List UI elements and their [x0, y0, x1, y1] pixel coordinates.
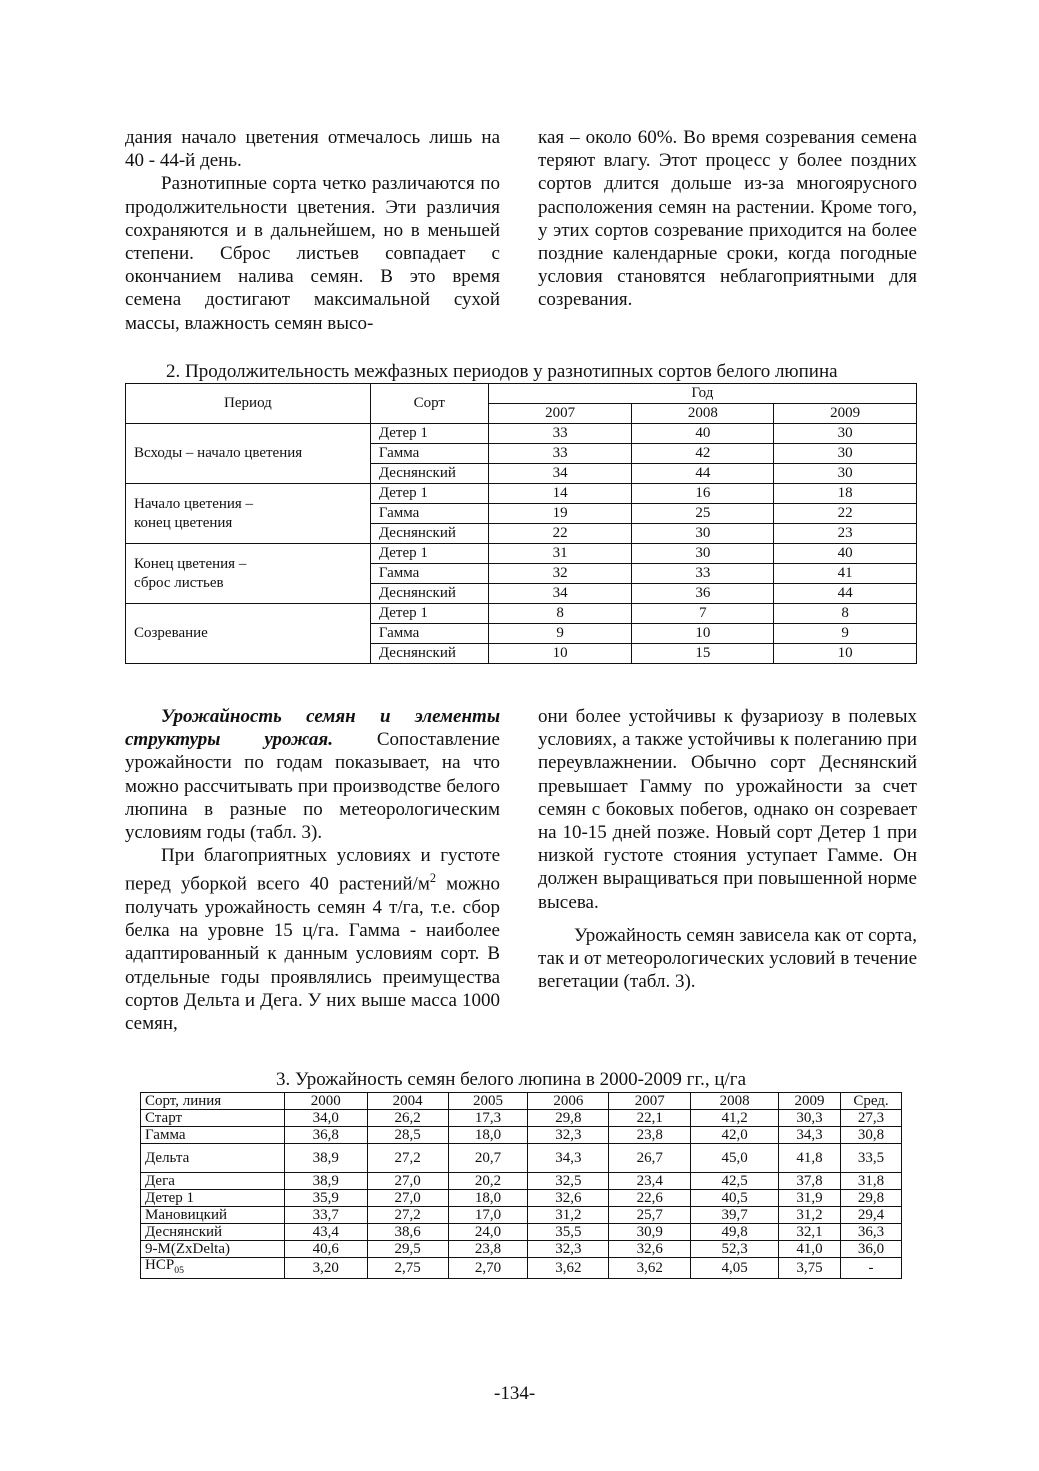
variety-cell: Мановицкий	[141, 1207, 285, 1224]
value-cell: 27,0	[367, 1190, 448, 1207]
paragraph	[125, 844, 500, 1035]
value-cell: 3,62	[609, 1258, 691, 1279]
text-column-right-bottom	[538, 705, 917, 993]
page-number: -134-	[494, 1383, 536, 1404]
variety-cell: Старт	[141, 1110, 285, 1127]
value-cell: 32,1	[779, 1224, 841, 1241]
value-cell: 33,7	[284, 1207, 367, 1224]
value-cell: 44	[774, 584, 917, 604]
value-cell: 41,8	[779, 1144, 841, 1173]
value-cell: 9	[488, 624, 632, 644]
value-cell: 33	[488, 424, 632, 444]
table-row	[141, 1207, 902, 1224]
value-cell: 4,05	[691, 1258, 779, 1279]
value-cell: 38,9	[284, 1144, 367, 1173]
value-cell: 16	[632, 484, 774, 504]
value-cell: 24,0	[448, 1224, 528, 1241]
value-cell: 44	[632, 464, 774, 484]
table-row	[141, 1110, 902, 1127]
value-cell: 38,6	[367, 1224, 448, 1241]
value-cell: 30	[632, 544, 774, 564]
value-cell: 23,8	[448, 1241, 528, 1258]
value-cell: 27,0	[367, 1173, 448, 1190]
value-cell: 32,6	[528, 1190, 609, 1207]
value-cell: 42,5	[691, 1173, 779, 1190]
value-cell: 20,2	[448, 1173, 528, 1190]
value-cell: 2,75	[367, 1258, 448, 1279]
superscript: 2	[429, 871, 437, 886]
table2-caption: 2. Продолжительность межфазных периодов у разнотипных сортов белого люпина	[166, 361, 838, 382]
value-cell: 28,5	[367, 1127, 448, 1144]
variety-cell: Гамма	[370, 624, 488, 644]
variety-cell: Деснянский	[370, 524, 488, 544]
variety-cell: Детер 1	[370, 484, 488, 504]
value-cell: 30,8	[841, 1127, 902, 1144]
value-cell: 36,0	[841, 1241, 902, 1258]
period-cell: Всходы – начало цветения	[126, 424, 371, 484]
table-row	[141, 1224, 902, 1241]
value-cell: 37,8	[779, 1173, 841, 1190]
value-cell: 34	[488, 584, 632, 604]
value-cell: 19	[488, 504, 632, 524]
value-cell: 35,9	[284, 1190, 367, 1207]
table-row	[126, 484, 917, 504]
paragraph: Урожайность семян зависела как от сорта, так и от метеорологических условий в течение вегетации (табл. 3).	[538, 924, 917, 993]
header-cell: 2009	[779, 1093, 841, 1110]
value-cell: 27,2	[367, 1207, 448, 1224]
value-cell: 30,3	[779, 1110, 841, 1127]
value-cell: 40	[632, 424, 774, 444]
value-cell: 22	[488, 524, 632, 544]
value-cell: 31	[488, 544, 632, 564]
value-cell: 9	[774, 624, 917, 644]
value-cell: 32,3	[528, 1241, 609, 1258]
value-cell: 30	[774, 464, 917, 484]
value-cell: 3,62	[528, 1258, 609, 1279]
hcp-label: НСР	[145, 1257, 175, 1273]
value-cell: 49,8	[691, 1224, 779, 1241]
value-cell: 23,4	[609, 1173, 691, 1190]
variety-cell: 9-М(ZxDelta)	[141, 1241, 285, 1258]
value-cell: 34,3	[779, 1127, 841, 1144]
variety-cell: Гамма	[370, 564, 488, 584]
value-cell: 3,20	[284, 1258, 367, 1279]
value-cell: 31,2	[779, 1207, 841, 1224]
table-row	[141, 1144, 902, 1173]
value-cell: 39,7	[691, 1207, 779, 1224]
value-cell: 52,3	[691, 1241, 779, 1258]
variety-cell: Деснянский	[141, 1224, 285, 1241]
table3-header-row	[141, 1093, 902, 1110]
value-cell: 29,8	[841, 1190, 902, 1207]
value-cell: 40	[774, 544, 917, 564]
value-cell: 29,8	[528, 1110, 609, 1127]
section-heading: Урожайность семян и элементы структуры урожая.	[125, 706, 500, 751]
paragraph-text: Сопоставление урожайности по годам показывает, на что можно рассчитывать при производстве белого люпина в разные по метеорологическим условиям годы (табл. 3).	[125, 729, 500, 844]
variety-cell: Дельта	[141, 1144, 285, 1173]
value-cell: 30	[774, 444, 917, 464]
variety-cell: Деснянский	[370, 644, 488, 664]
value-cell: 2,70	[448, 1258, 528, 1279]
value-cell: 3,75	[779, 1258, 841, 1279]
variety-cell: Детер 1	[370, 544, 488, 564]
header-period: Период	[126, 384, 371, 424]
paragraph: они более устойчивы к фузариозу в полевых условиях, а также устойчивы к полеганию при переувлажнении. Обычно сорт Деснянский превышает Гамму по урожайности за счет семян с боковых побегов, однако он созревает на 10-15 дней позже. Новый сорт Детер 1 при низкой густоте стояния уступает Гамме. Он должен выращиваться при повышенной норме высева.	[538, 706, 917, 913]
variety-cell: Дега	[141, 1173, 285, 1190]
value-cell: 29,4	[841, 1207, 902, 1224]
value-cell: 8	[774, 604, 917, 624]
value-cell: 25,7	[609, 1207, 691, 1224]
text-column-right-top	[538, 126, 917, 312]
header-year-2007: 2007	[488, 404, 632, 424]
table-row	[141, 1190, 902, 1207]
paragraph: кая – около 60%. Во время созревания семена теряют влагу. Этот процесс у более поздних сортов длится дольше из-за многоярусного расположения семян на растении. Кроме того, у этих сортов созревание приходится на более поздние календарные сроки, когда погодные условия становятся неблагоприятными для созревания.	[538, 127, 917, 311]
value-cell: 30	[632, 524, 774, 544]
value-cell: 30	[774, 424, 917, 444]
variety-cell: Детер 1	[370, 424, 488, 444]
variety-cell: Деснянский	[370, 464, 488, 484]
period-cell: Начало цветения – конец цветения	[126, 484, 371, 544]
paragraph-text: можно получать урожайность семян 4 т/га, т.е. сбор белка на уровне 15 ц/га. Гамма - наиболее адаптированный к данным условиям сорт. В отдельные годы проявлялись преимущества сортов Дельта и Дега. У них выше масса 1000 семян,	[125, 873, 500, 1034]
value-cell: 14	[488, 484, 632, 504]
value-cell: 23,8	[609, 1127, 691, 1144]
value-cell: 34,3	[528, 1144, 609, 1173]
value-cell: 31,8	[841, 1173, 902, 1190]
header-cell: 2000	[284, 1093, 367, 1110]
value-cell: 34,0	[284, 1110, 367, 1127]
variety-cell: Детер 1	[141, 1190, 285, 1207]
value-cell: 22,6	[609, 1190, 691, 1207]
value-cell: 33	[488, 444, 632, 464]
header-year: Год	[488, 384, 916, 404]
variety-cell: Детер 1	[370, 604, 488, 624]
value-cell: -	[841, 1258, 902, 1279]
header-year-2009: 2009	[774, 404, 917, 424]
value-cell: 32,3	[528, 1127, 609, 1144]
value-cell: 20,7	[448, 1144, 528, 1173]
header-variety: Сорт	[370, 384, 488, 424]
value-cell: 23	[774, 524, 917, 544]
table-row	[126, 424, 917, 444]
value-cell: 15	[632, 644, 774, 664]
value-cell: 27,2	[367, 1144, 448, 1173]
value-cell: 26,2	[367, 1110, 448, 1127]
variety-cell: Гамма	[370, 444, 488, 464]
table-row	[141, 1173, 902, 1190]
value-cell: 36	[632, 584, 774, 604]
value-cell: 17,3	[448, 1110, 528, 1127]
table-row	[126, 604, 917, 624]
period-cell: Конец цветения – сброс листьев	[126, 544, 371, 604]
variety-cell: Гамма	[370, 504, 488, 524]
table-row	[141, 1241, 902, 1258]
header-cell: 2008	[691, 1093, 779, 1110]
value-cell: 41,2	[691, 1110, 779, 1127]
value-cell: 10	[774, 644, 917, 664]
value-cell: 42,0	[691, 1127, 779, 1144]
value-cell: 33,5	[841, 1144, 902, 1173]
paragraph	[125, 705, 500, 844]
value-cell: 45,0	[691, 1144, 779, 1173]
header-cell: 2004	[367, 1093, 448, 1110]
table-row-hcp	[141, 1258, 902, 1279]
text-column-left-top	[125, 126, 500, 335]
paragraph-text: При благоприятных условиях и густоте перед уборкой всего 40 растений/м	[125, 845, 500, 895]
table-row	[141, 1127, 902, 1144]
value-cell: 41	[774, 564, 917, 584]
header-cell: 2007	[609, 1093, 691, 1110]
value-cell: 18,0	[448, 1127, 528, 1144]
hcp-label-cell	[141, 1258, 285, 1279]
value-cell: 34	[488, 464, 632, 484]
value-cell: 30,9	[609, 1224, 691, 1241]
value-cell: 32,6	[609, 1241, 691, 1258]
value-cell: 27,3	[841, 1110, 902, 1127]
value-cell: 42	[632, 444, 774, 464]
value-cell: 26,7	[609, 1144, 691, 1173]
value-cell: 8	[488, 604, 632, 624]
hcp-subscript: 05	[174, 1265, 184, 1276]
header-cell: Сред.	[841, 1093, 902, 1110]
period-cell: Созревание	[126, 604, 371, 664]
header-cell: 2006	[528, 1093, 609, 1110]
paragraph: Разнотипные сорта четко различаются по продолжительности цветения. Эти различия сохраняются и в дальнейшем, но в меньшей степени. Сброс листьев совпадает с окончанием налива семян. В это время семена достигают максимальной сухой массы, влажность семян высо-	[125, 173, 500, 334]
text-column-left-bottom	[125, 705, 500, 1035]
value-cell: 36,8	[284, 1127, 367, 1144]
value-cell: 18	[774, 484, 917, 504]
value-cell: 43,4	[284, 1224, 367, 1241]
value-cell: 22	[774, 504, 917, 524]
value-cell: 35,5	[528, 1224, 609, 1241]
value-cell: 10	[632, 624, 774, 644]
table3-caption: 3. Урожайность семян белого люпина в 2000-2009 гг., ц/га	[276, 1069, 747, 1090]
value-cell: 36,3	[841, 1224, 902, 1241]
table2	[125, 383, 917, 664]
header-year-2008: 2008	[632, 404, 774, 424]
value-cell: 32	[488, 564, 632, 584]
value-cell: 10	[488, 644, 632, 664]
value-cell: 7	[632, 604, 774, 624]
value-cell: 22,1	[609, 1110, 691, 1127]
variety-cell: Гамма	[141, 1127, 285, 1144]
value-cell: 17,0	[448, 1207, 528, 1224]
header-cell: Сорт, линия	[141, 1093, 285, 1110]
value-cell: 40,6	[284, 1241, 367, 1258]
table3	[140, 1092, 902, 1279]
value-cell: 29,5	[367, 1241, 448, 1258]
value-cell: 18,0	[448, 1190, 528, 1207]
value-cell: 38,9	[284, 1173, 367, 1190]
value-cell: 40,5	[691, 1190, 779, 1207]
value-cell: 31,9	[779, 1190, 841, 1207]
variety-cell: Деснянский	[370, 584, 488, 604]
paragraph: дания начало цветения отмечалось лишь на 40 - 44-й день.	[125, 127, 500, 172]
value-cell: 33	[632, 564, 774, 584]
value-cell: 25	[632, 504, 774, 524]
value-cell: 31,2	[528, 1207, 609, 1224]
table-row	[126, 544, 917, 564]
header-cell: 2005	[448, 1093, 528, 1110]
value-cell: 41,0	[779, 1241, 841, 1258]
value-cell: 32,5	[528, 1173, 609, 1190]
